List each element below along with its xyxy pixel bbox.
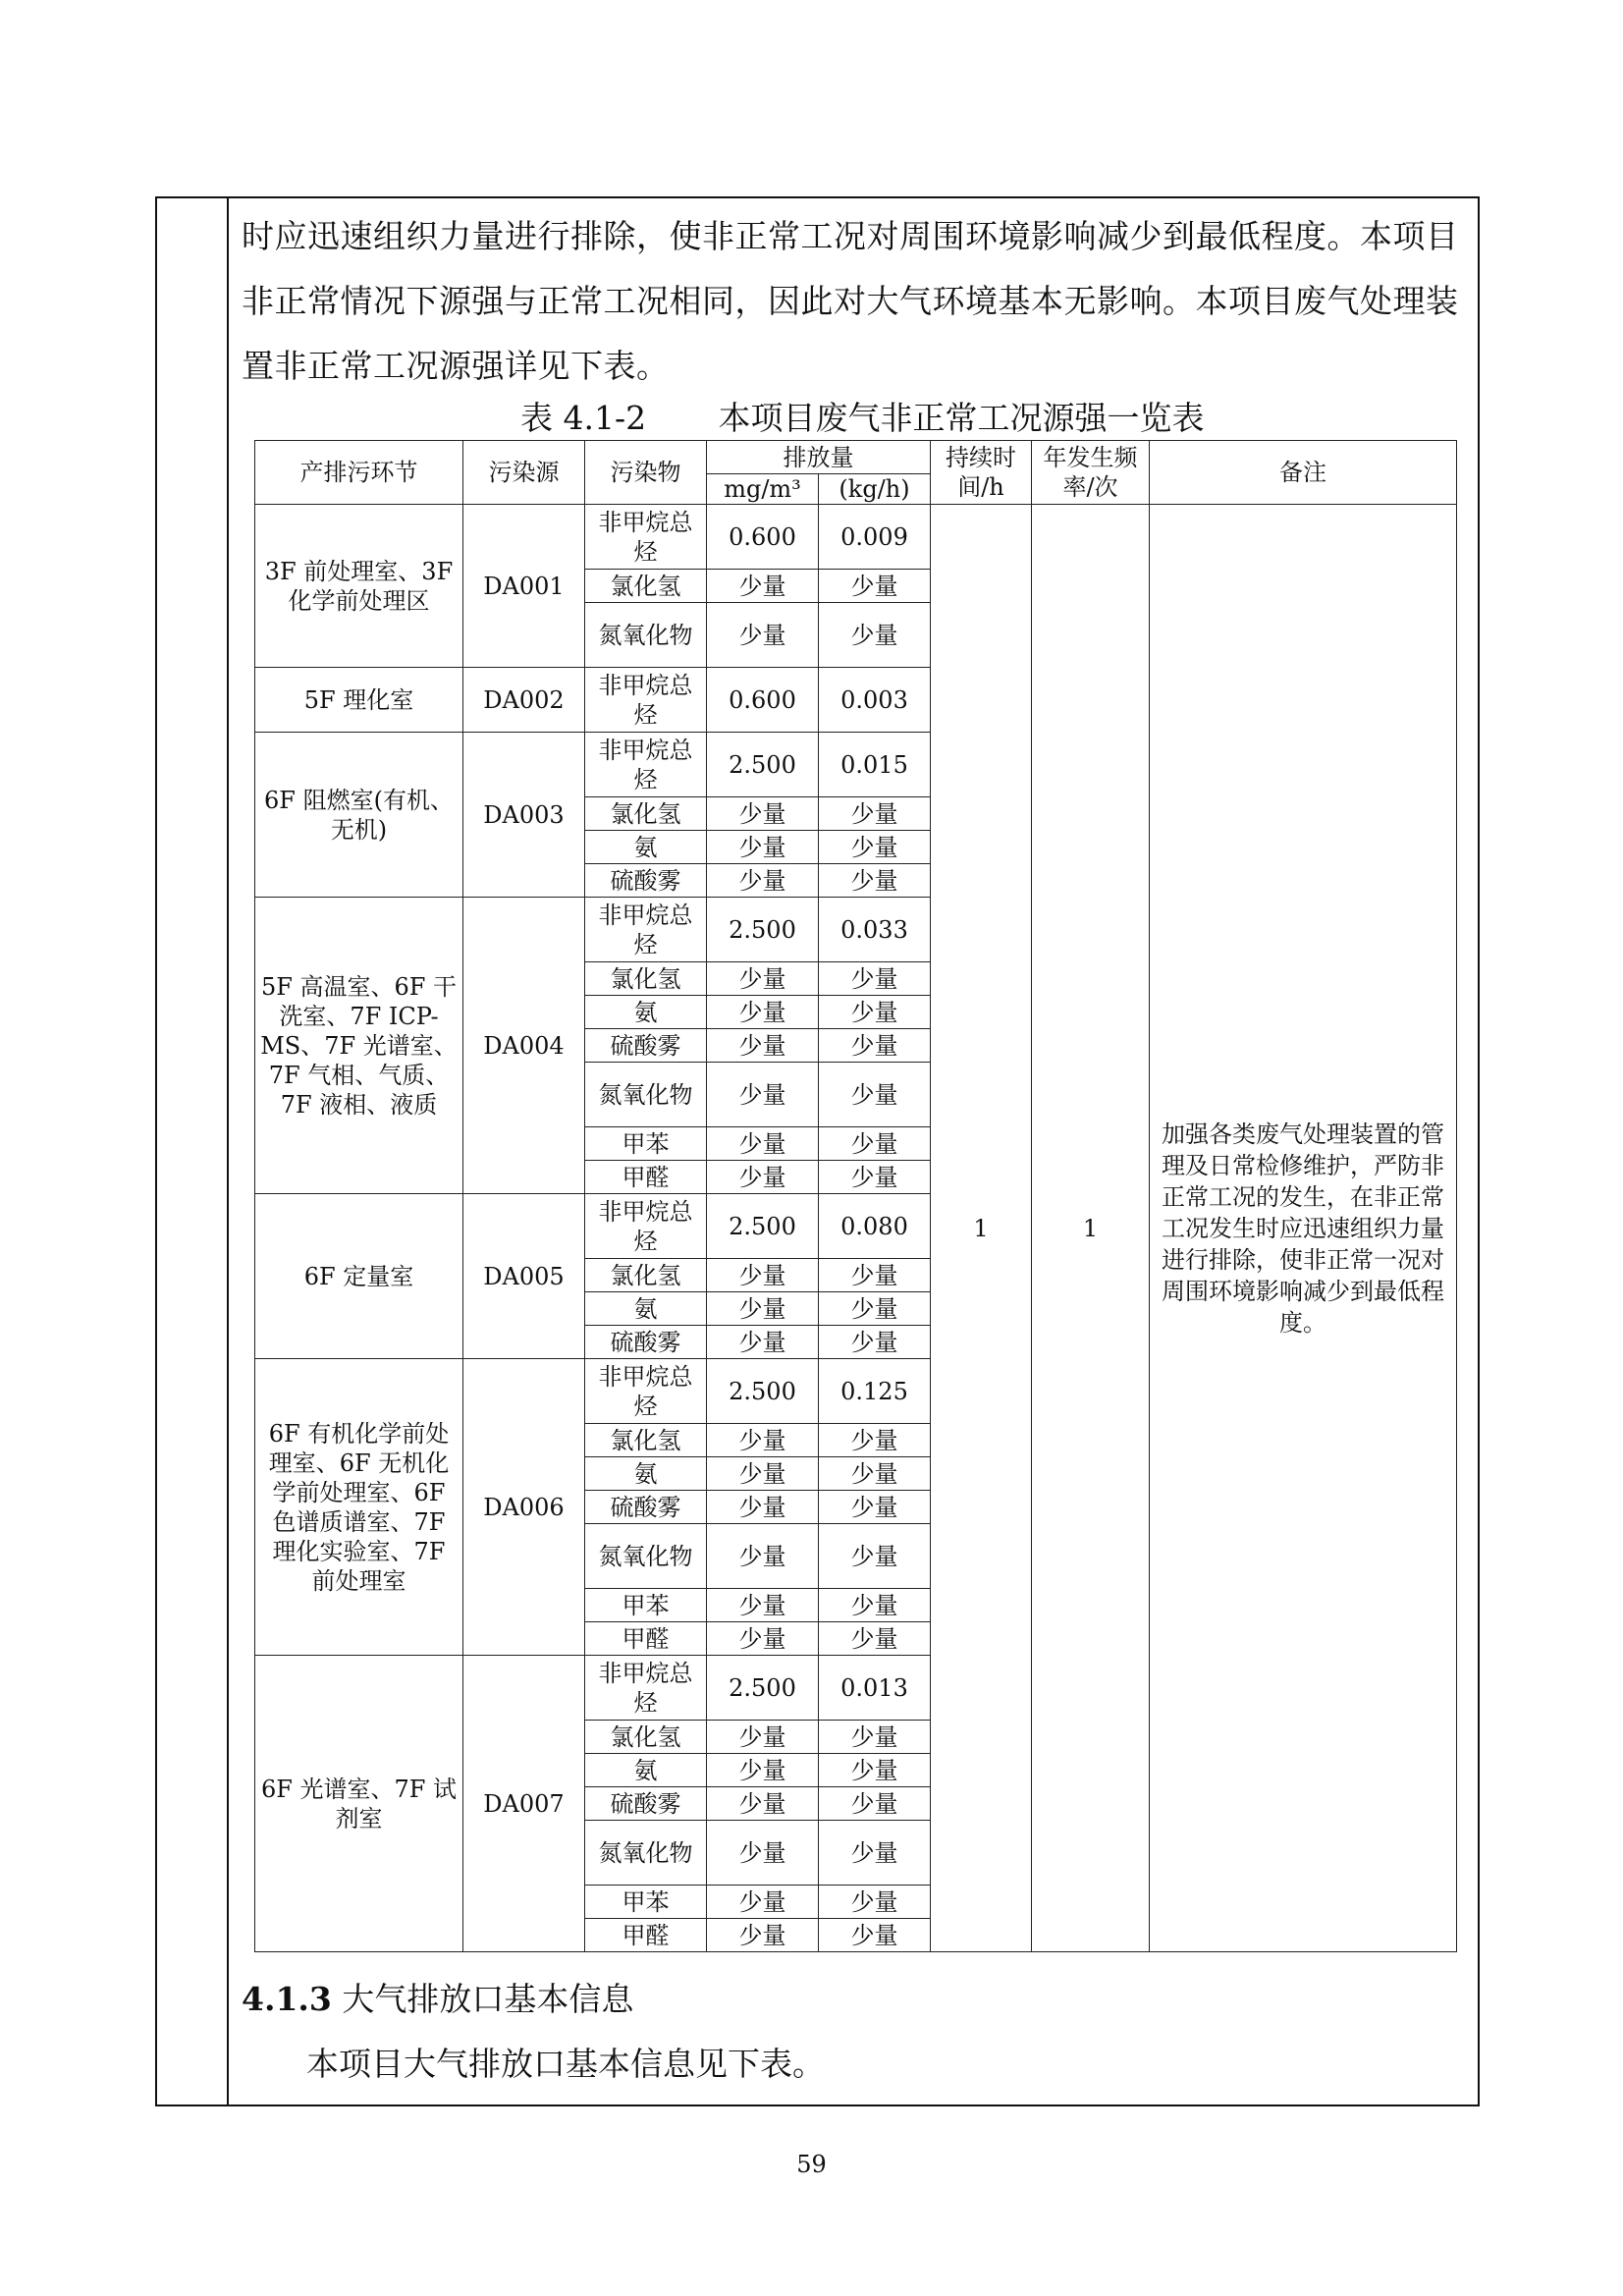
mg-cell: 少量 [707,1622,819,1656]
pollutant-cell: 氨 [585,1754,707,1787]
pollutant-cell: 非甲烷总烃 [585,1194,707,1259]
kg-cell: 少量 [819,1326,931,1359]
mg-cell: 0.600 [707,505,819,570]
header-pollutant: 污染物 [585,441,707,505]
pollutant-cell: 硫酸雾 [585,1326,707,1359]
kg-cell: 少量 [819,996,931,1029]
pollutant-cell: 甲醛 [585,1622,707,1656]
kg-cell: 少量 [819,1063,931,1127]
mg-cell: 少量 [707,1063,819,1127]
source-cell: DA003 [463,733,585,898]
pollutant-cell: 氯化氢 [585,962,707,996]
mg-cell: 少量 [707,1886,819,1919]
pollutant-cell: 氯化氢 [585,1424,707,1457]
kg-cell: 少量 [819,1457,931,1491]
mg-cell: 少量 [707,1292,819,1326]
pollutant-cell: 硫酸雾 [585,1491,707,1524]
pollutant-cell: 氯化氢 [585,570,707,603]
kg-cell: 少量 [819,1821,931,1886]
pollutant-cell: 氯化氢 [585,1721,707,1754]
mg-cell: 少量 [707,1787,819,1821]
kg-cell: 少量 [819,831,931,864]
mg-cell: 少量 [707,1524,819,1589]
stage-cell: 6F 定量室 [255,1194,463,1359]
pollutant-cell: 非甲烷总烃 [585,1656,707,1721]
kg-cell: 少量 [819,1787,931,1821]
mg-cell: 少量 [707,1821,819,1886]
mg-cell: 少量 [707,1127,819,1161]
mg-cell: 2.500 [707,898,819,962]
mg-cell: 少量 [707,864,819,898]
kg-cell: 少量 [819,1721,931,1754]
stage-cell: 5F 理化室 [255,668,463,733]
kg-cell: 少量 [819,1491,931,1524]
section-title: 大气排放口基本信息 [342,1980,634,2018]
mg-cell: 少量 [707,797,819,831]
kg-cell: 少量 [819,1589,931,1622]
stage-cell: 3F 前处理室、3F 化学前处理区 [255,505,463,668]
kg-cell: 少量 [819,864,931,898]
pollutant-cell: 氮氧化物 [585,1063,707,1127]
header-unit-kg: (kg/h) [819,474,931,505]
kg-cell: 少量 [819,1524,931,1589]
header-notes: 备注 [1150,441,1457,505]
mg-cell: 少量 [707,831,819,864]
source-cell: DA001 [463,505,585,668]
source-cell: DA007 [463,1656,585,1952]
kg-cell: 少量 [819,1127,931,1161]
header-emission: 排放量 [707,441,931,474]
stage-cell: 6F 光谱室、7F 试剂室 [255,1656,463,1952]
mg-cell: 2.500 [707,1194,819,1259]
kg-cell: 0.033 [819,898,931,962]
source-cell: DA004 [463,898,585,1194]
mg-cell: 少量 [707,1919,819,1952]
pollutant-cell: 硫酸雾 [585,1029,707,1063]
pollutant-cell: 非甲烷总烃 [585,898,707,962]
kg-cell: 0.003 [819,668,931,733]
pollutant-cell: 非甲烷总烃 [585,668,707,733]
pollutant-cell: 氮氧化物 [585,1821,707,1886]
mg-cell: 少量 [707,1754,819,1787]
pollutant-cell: 氨 [585,996,707,1029]
header-source: 污染源 [463,441,585,505]
mg-cell: 少量 [707,1161,819,1194]
paragraph-line-2: 非正常情况下源强与正常工况相同，因此对大气环境基本无影响。本项目废气处理装 [242,282,1459,320]
mg-cell: 少量 [707,1457,819,1491]
kg-cell: 少量 [819,1424,931,1457]
mg-cell: 少量 [707,1589,819,1622]
source-cell: DA006 [463,1359,585,1656]
frame-divider [227,196,229,2106]
mg-cell: 少量 [707,962,819,996]
pollutant-cell: 非甲烷总烃 [585,505,707,570]
frequency-cell: 1 [1032,505,1150,1952]
mg-cell: 少量 [707,1491,819,1524]
pollutant-cell: 氮氧化物 [585,1524,707,1589]
table-caption: 表 4.1-2 本项目废气非正常工况源强一览表 [520,399,1205,437]
mg-cell: 少量 [707,1424,819,1457]
mg-cell: 2.500 [707,1359,819,1424]
stage-cell: 6F 阻燃室(有机、无机) [255,733,463,898]
kg-cell: 少量 [819,1886,931,1919]
header-duration: 持续时间/h [931,441,1032,505]
stage-cell: 5F 高温室、6F 干洗室、7F ICP-MS、7F 光谱室、7F 气相、气质、7F 液相、液质 [255,898,463,1194]
stage-cell: 6F 有机化学前处理室、6F 无机化学前处理室、6F 色谱质谱室、7F 理化实验室、7F 前处理室 [255,1359,463,1656]
source-cell: DA002 [463,668,585,733]
pollutant-cell: 甲苯 [585,1589,707,1622]
kg-cell: 少量 [819,1161,931,1194]
kg-cell: 少量 [819,1292,931,1326]
mg-cell: 2.500 [707,1656,819,1721]
section-number: 4.1.3 [242,1980,332,2018]
mg-cell: 少量 [707,603,819,668]
mg-cell: 少量 [707,1326,819,1359]
header-unit-mg: mg/m³ [707,474,819,505]
kg-cell: 少量 [819,962,931,996]
notes-cell: 加强各类废气处理装置的管理及日常检修维护，严防非正常工况的发生，在非正常工况发生时应迅速组织力量进行排除，使非正常一况对周围环境影响减少到最低程度。 [1150,505,1457,1952]
kg-cell: 少量 [819,603,931,668]
pollutant-cell: 甲苯 [585,1127,707,1161]
kg-cell: 0.009 [819,505,931,570]
pollutant-cell: 甲醛 [585,1919,707,1952]
table-row [255,505,1457,570]
pollutant-cell: 氯化氢 [585,1259,707,1292]
kg-cell: 少量 [819,1259,931,1292]
kg-cell: 少量 [819,797,931,831]
pollutant-cell: 氨 [585,1292,707,1326]
kg-cell: 0.080 [819,1194,931,1259]
pollutant-cell: 氨 [585,831,707,864]
kg-cell: 0.125 [819,1359,931,1424]
table-header-row [255,441,1457,474]
mg-cell: 2.500 [707,733,819,797]
kg-cell: 少量 [819,1754,931,1787]
pollutant-cell: 硫酸雾 [585,864,707,898]
pollutant-cell: 氮氧化物 [585,603,707,668]
kg-cell: 少量 [819,1622,931,1656]
paragraph-line-1: 时应迅速组织力量进行排除，使非正常工况对周围环境影响减少到最低程度。本项目 [242,217,1459,255]
duration-cell: 1 [931,505,1032,1952]
pollutant-cell: 甲醛 [585,1161,707,1194]
kg-cell: 少量 [819,1919,931,1952]
kg-cell: 0.015 [819,733,931,797]
mg-cell: 少量 [707,996,819,1029]
mg-cell: 0.600 [707,668,819,733]
pollutant-cell: 硫酸雾 [585,1787,707,1821]
pollutant-cell: 非甲烷总烃 [585,733,707,797]
section-paragraph: 本项目大气排放口基本信息见下表。 [306,2045,825,2083]
mg-cell: 少量 [707,570,819,603]
paragraph-line-3: 置非正常工况源强详见下表。 [242,347,670,385]
emission-table [254,440,1457,1952]
section-heading [242,1974,633,2020]
pollutant-cell: 氯化氢 [585,797,707,831]
pollutant-cell: 氨 [585,1457,707,1491]
pollutant-cell: 非甲烷总烃 [585,1359,707,1424]
source-cell: DA005 [463,1194,585,1359]
page-number: 59 [796,2151,827,2178]
header-stage: 产排污环节 [255,441,463,505]
header-frequency: 年发生频率/次 [1032,441,1150,505]
kg-cell: 少量 [819,570,931,603]
pollutant-cell: 甲苯 [585,1886,707,1919]
kg-cell: 少量 [819,1029,931,1063]
mg-cell: 少量 [707,1721,819,1754]
mg-cell: 少量 [707,1259,819,1292]
kg-cell: 0.013 [819,1656,931,1721]
mg-cell: 少量 [707,1029,819,1063]
